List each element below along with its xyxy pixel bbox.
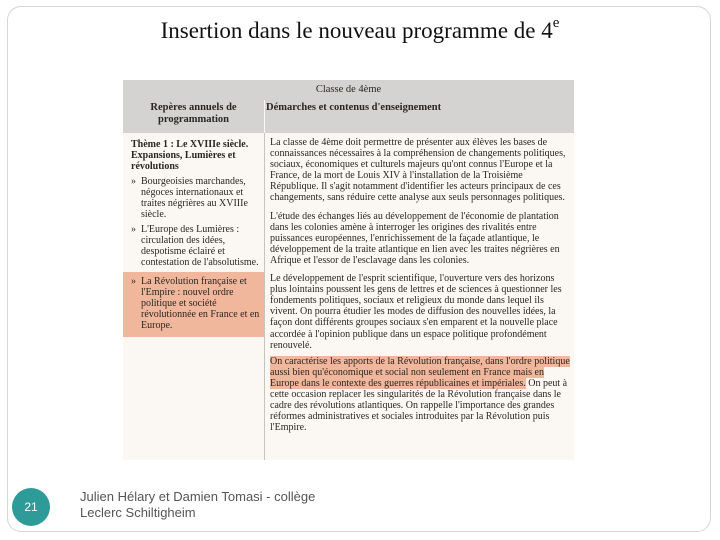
slide-title	[0, 15, 720, 44]
paragraph: L'étude des échanges liés au développement de l'économie de plantation dans les colonies amène à interroger les origines des rivalités entre puissances européennes, l'enrichissement de la façade atlantique, le développement de la traite atlantique en lien avec les traites négrières en Afrique et l'essor de l'esclavage dans les colonies.	[270, 210, 560, 266]
slide-number-badge: 21	[12, 488, 50, 526]
paragraph: La classe de 4ème doit permettre de présenter aux élèves les bases de connaissances nécessaires à la compréhension de changements politiques, sociaux, économiques et culturels majeurs qu'ont connus l'Europe et la France, de la mort de Louis XIV à l'installation de la Troisième République. Il s'agit notamment d'identifier les acteurs principaux de ces changements, sans réduire cette analyse aux seuls personnages politiques.	[270, 137, 566, 204]
header-divider	[264, 100, 265, 133]
document-header	[123, 80, 574, 133]
paragraph-partially-highlighted	[265, 354, 574, 437]
paragraph-rest: On peut à cette occasion replacer les singularités de la Révolution française dans le cadre des révolutions atlantiques. On rappelle l'importance des grandes réformes administratives et sociales introduites par la Révolution puis l'Empire.	[270, 377, 568, 434]
footer-credit	[80, 489, 315, 521]
paragraph: Le développement de l'esprit scientifique, l'ouverture vers des horizons plus lointains poussent les gens de lettres et de sciences à questionner les fondements politiques, sociaux et religieux du monde dans lequel ils vivent. On pourra étudier les modes de diffusion des nouvelles idées, la façon dont différents groupes sociaux s'en emparent et la nouvelle place accordée à l'opinion publique dans un espace politique profondément renouvelé.	[270, 273, 562, 351]
left-column	[123, 133, 264, 460]
footer-line: Julien Hélary et Damien Tomasi - collège	[80, 489, 316, 504]
right-column	[264, 133, 574, 460]
program-document-image	[123, 80, 574, 460]
bullet-item: » Bourgeoisies marchandes, négoces internationaux et traites négrières au XVIIIe siècle.	[123, 174, 264, 222]
theme-title: Thème 1 : Le XVIIIe siècle. Expansions, Lumières et révolutions	[131, 139, 249, 172]
class-label: Classe de 4ème	[315, 84, 382, 95]
footer-line: Leclerc Schiltigheim	[80, 505, 196, 520]
right-column-header: Démarches et contenus d'enseignement	[266, 102, 442, 113]
highlighted-text: On caractérise les apports de la Révolution française, dans l'ordre politique aussi bien qu'économique et social non seulement en France mais en Europe dans le contexte des guerres républicaines et impériales.	[270, 355, 570, 389]
left-column-header: Repères annuels de programmation	[150, 102, 237, 125]
bullet-item-highlighted: » La Révolution française et l'Empire : nouvel ordre politique et société révolutionnée en France et en Europe.	[123, 272, 264, 337]
title-superscript: e	[552, 15, 560, 32]
title-text: Insertion dans le nouveau programme de 4	[160, 18, 553, 43]
bullet-item: » L'Europe des Lumières : circulation des idées, despotisme éclairé et contestation de l'absolutisme.	[123, 222, 264, 270]
